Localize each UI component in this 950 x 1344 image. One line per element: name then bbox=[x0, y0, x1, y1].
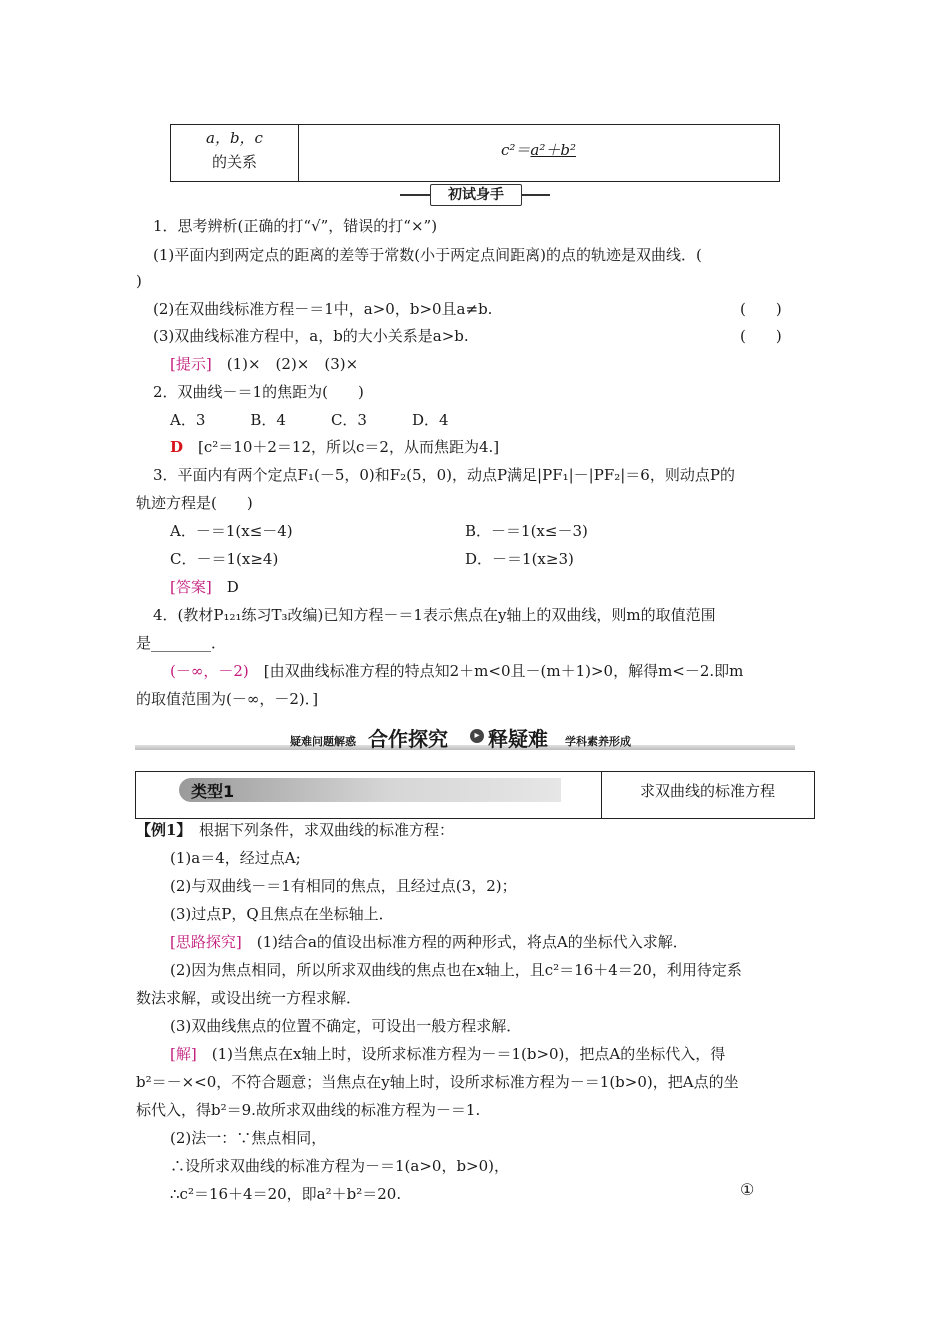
example-stem-text: 根据下列条件，求双曲线的标准方程： bbox=[198, 821, 454, 839]
table-cell-relation-label: 的关系 bbox=[211, 153, 257, 171]
equation-number: ① bbox=[740, 1180, 755, 1199]
q4-line-1: 4．(教材P₁₂₁练习T₃改编)已知方程－＝1表示焦点在y轴上的双曲线，则m的取值范围 bbox=[153, 606, 716, 624]
solution-line-6: ∴c²＝16＋4＝20，即a²＋b²＝20. bbox=[170, 1185, 402, 1203]
q3-line-1: 3．平面内有两个定点F₁(－5，0)和F₂(5，0)，动点P满足|PF₁|－|PF₂|＝6，则动点P的 bbox=[153, 466, 735, 484]
solution-line-1 bbox=[170, 1044, 725, 1064]
q3-answer bbox=[170, 577, 239, 597]
q4-answer bbox=[170, 661, 743, 681]
example-1-stem bbox=[136, 820, 454, 840]
hint-tag: [提示] bbox=[170, 355, 212, 373]
q3-option-a: A．－＝1(x≤－4) bbox=[170, 522, 293, 540]
example-tag: 【例1】 bbox=[136, 821, 184, 839]
q4-answer-text: [由双曲线标准方程的特点知2＋m<0且－(m＋1)>0，解得m<－2.即m bbox=[263, 662, 744, 680]
q1-item-3-paren: ( ) bbox=[740, 327, 782, 345]
think-line-2a: (2)因为焦点相同，所以所求双曲线的焦点也在x轴上，且c²＝16＋4＝20，利用待定系 bbox=[170, 961, 742, 979]
solution-line-3: 标代入，得b²＝9.故所求双曲线的标准方程为－＝1. bbox=[136, 1101, 481, 1119]
q4-answer-tag: (－∞，－2) bbox=[170, 662, 249, 680]
q3-line-2: 轨迹方程是( ) bbox=[136, 494, 253, 512]
type-badge-label: 类型1 bbox=[191, 782, 235, 801]
think-text-1: (1)结合a的值设出标准方程的两种形式，将点A的坐标代入求解． bbox=[256, 933, 688, 951]
q1-item-1-paren: ) bbox=[136, 272, 142, 290]
think-line-2b: 数法求解，或设出统一方程求解． bbox=[136, 989, 362, 1007]
section-header-left-caption: 疑难问题解惑 bbox=[290, 735, 356, 748]
q1-item-2-paren: ( ) bbox=[740, 300, 782, 318]
q2-options: A．3 B．4 C．3 D．4 bbox=[170, 411, 449, 429]
banner-label: 初试身手 bbox=[430, 184, 522, 206]
q2-stem: 2．双曲线－＝1的焦距为( ) bbox=[153, 383, 364, 401]
q3-answer-tag: [答案] bbox=[170, 578, 212, 596]
q1-stem: 1．思考辨析(正确的打“√”，错误的打“×”) bbox=[153, 217, 438, 235]
solution-text-1: (1)当焦点在x轴上时，设所求标准方程为－＝1(b>0)，把点A的坐标代入，得 bbox=[211, 1045, 726, 1063]
solution-line-4: (2)法一：∵焦点相同， bbox=[170, 1129, 327, 1147]
q1-item-2: (2)在双曲线标准方程－＝1中，a>0，b>0且a≠b. bbox=[153, 300, 493, 318]
q3-option-c: C．－＝1(x≥4) bbox=[170, 550, 279, 568]
q1-item-3: (3)双曲线标准方程中，a，b的大小关系是a>b. bbox=[153, 327, 469, 345]
formula-rhs: a²＋b² bbox=[530, 141, 576, 159]
think-tag: [思路探究] bbox=[170, 933, 242, 951]
q2-answer-letter: D bbox=[170, 438, 184, 456]
relation-table bbox=[170, 124, 780, 182]
solution-line-5: ∴设所求双曲线的标准方程为－＝1(a>0，b>0)， bbox=[170, 1157, 510, 1175]
example-1-item-1: (1)a＝4，经过点A; bbox=[170, 849, 301, 867]
q4-answer-line-2: 的取值范围为(－∞，－2)．] bbox=[136, 690, 319, 708]
q3-option-d: D．－＝1(x≥3) bbox=[465, 550, 574, 568]
type-title: 求双曲线的标准方程 bbox=[639, 782, 775, 800]
think-line-3: (3)双曲线焦点的位置不确定，可设出一般方程求解． bbox=[170, 1017, 522, 1035]
think-line-1 bbox=[170, 932, 688, 952]
solution-tag: [解] bbox=[170, 1045, 197, 1063]
section-banner-trial bbox=[400, 182, 550, 208]
hint-text: (1)× (2)× (3)× bbox=[226, 355, 359, 373]
type-table bbox=[135, 771, 815, 819]
q3-answer-text: D bbox=[226, 578, 239, 596]
section-header-explore bbox=[135, 723, 795, 753]
section-header-band bbox=[135, 745, 795, 750]
q2-answer bbox=[170, 437, 499, 457]
example-1-item-2: (2)与双曲线－＝1有相同的焦点，且经过点(3，2)； bbox=[170, 877, 517, 895]
arrow-right-icon: ▸ bbox=[470, 729, 484, 743]
q2-answer-text: [c²＝10＋2＝12，所以c＝2，从而焦距为4.] bbox=[198, 438, 500, 456]
table-cell-abc: a，b，c bbox=[206, 129, 263, 147]
q1-item-1: (1)平面内到两定点的距离的差等于常数(小于两定点间距离)的点的轨迹是双曲线．( bbox=[153, 246, 702, 264]
table-cell-formula bbox=[298, 139, 779, 160]
q1-hint bbox=[170, 354, 358, 374]
q3-option-b: B．－＝1(x≤－3) bbox=[465, 522, 588, 540]
section-header-title-2: 释疑难 bbox=[488, 727, 548, 751]
q4-line-2: 是________． bbox=[136, 634, 227, 652]
example-1-item-3: (3)过点P，Q且焦点在坐标轴上． bbox=[170, 905, 394, 923]
solution-line-2: b²＝－×<0，不符合题意；当焦点在y轴上时，设所求标准方程为－＝1(b>0)，把A点的坐 bbox=[136, 1073, 739, 1091]
type-badge bbox=[179, 778, 561, 802]
section-header-title-1: 合作探究 bbox=[368, 727, 448, 751]
section-header-right-caption: 学科素养形成 bbox=[565, 735, 631, 748]
formula-lhs: c²＝ bbox=[501, 141, 531, 159]
